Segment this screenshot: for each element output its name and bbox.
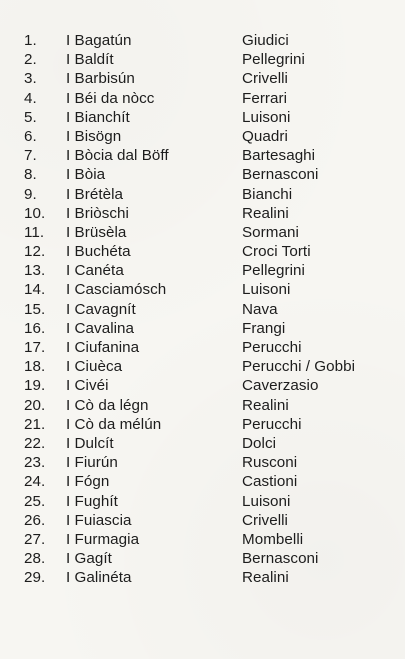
list-item xyxy=(24,357,384,376)
nickname: I Bòcia dal Böff xyxy=(66,147,169,165)
list-item xyxy=(24,204,384,223)
item-number: 6. xyxy=(24,127,37,145)
family-name: Castioni xyxy=(242,473,298,491)
list-item xyxy=(24,319,384,338)
item-number: 12. xyxy=(24,243,46,261)
family-name: Bianchi xyxy=(242,185,293,203)
family-name: Giudici xyxy=(242,32,289,49)
nickname: I Fógn xyxy=(66,473,110,491)
list-item xyxy=(24,50,384,69)
family-name: Luisoni xyxy=(242,281,291,299)
nickname: I Fughít xyxy=(66,492,118,510)
list-item xyxy=(24,549,384,568)
nickname-family-list xyxy=(24,31,384,587)
list-item xyxy=(24,472,384,491)
family-name: Pellegrini xyxy=(242,262,305,280)
nickname: I Fuiascia xyxy=(66,511,132,529)
item-number: 26. xyxy=(24,511,46,529)
nickname: I Brüsèla xyxy=(66,223,127,241)
list-item xyxy=(24,376,384,395)
item-number: 1. xyxy=(24,32,37,49)
family-name: Sormani xyxy=(242,223,299,241)
list-item xyxy=(24,300,384,319)
nickname: I Cavalina xyxy=(66,319,135,337)
list-item xyxy=(24,127,384,146)
item-number: 23. xyxy=(24,454,46,472)
list-item xyxy=(24,492,384,511)
list-item xyxy=(24,511,384,530)
nickname: I Béi da nòcc xyxy=(66,89,155,107)
nickname: I Civéi xyxy=(66,377,109,395)
family-name: Perucchi xyxy=(242,415,302,433)
item-number: 2. xyxy=(24,51,37,69)
nickname: I Ciufanina xyxy=(66,339,140,356)
list-item xyxy=(24,69,384,88)
nickname: I Galinéta xyxy=(66,569,132,587)
item-number: 15. xyxy=(24,300,46,318)
family-name: Luisoni xyxy=(242,108,291,126)
item-number: 29. xyxy=(24,569,46,587)
family-name: Perucchi xyxy=(242,339,302,356)
family-name: Realini xyxy=(242,569,289,587)
family-name: Bernasconi xyxy=(242,166,319,184)
nickname: I Fiurún xyxy=(66,454,118,472)
nickname: I Canéta xyxy=(66,262,124,280)
item-number: 21. xyxy=(24,415,46,433)
nickname: I Bisögn xyxy=(66,127,122,145)
nickname: I Brétèla xyxy=(66,185,124,203)
list-item xyxy=(24,396,384,415)
list-item xyxy=(24,530,384,549)
list-item xyxy=(24,242,384,261)
item-number: 5. xyxy=(24,108,37,126)
item-number: 17. xyxy=(24,339,46,356)
family-name: Bartesaghi xyxy=(242,147,316,165)
item-number: 22. xyxy=(24,434,46,452)
item-number: 11. xyxy=(24,223,45,241)
item-number: 25. xyxy=(24,492,46,510)
item-number: 13. xyxy=(24,262,46,280)
nickname: I Cò da légn xyxy=(66,396,149,414)
nickname: I Ciuèca xyxy=(66,358,123,376)
item-number: 4. xyxy=(24,89,37,107)
item-number: 9. xyxy=(24,185,37,203)
nickname: I Dulcít xyxy=(66,434,114,452)
item-number: 8. xyxy=(24,166,37,184)
item-number: 18. xyxy=(24,358,46,376)
item-number: 27. xyxy=(24,530,46,548)
item-number: 16. xyxy=(24,319,46,337)
nickname: I Buchéta xyxy=(66,243,131,261)
family-name: Luisoni xyxy=(242,492,291,510)
item-number: 20. xyxy=(24,396,46,414)
family-name: Mombelli xyxy=(242,530,304,548)
list-item xyxy=(24,31,384,50)
list-item xyxy=(24,165,384,184)
family-name: Nava xyxy=(242,300,278,318)
family-name: Quadri xyxy=(242,127,288,145)
list-item xyxy=(24,185,384,204)
nickname: I Briòschi xyxy=(66,204,129,222)
family-name: Realini xyxy=(242,396,289,414)
nickname: I Furmagia xyxy=(66,530,140,548)
nickname: I Baldít xyxy=(66,51,114,69)
family-name: Rusconi xyxy=(242,454,298,472)
family-name: Realini xyxy=(242,204,289,222)
item-number: 14. xyxy=(24,281,46,299)
item-number: 10. xyxy=(24,204,46,222)
item-number: 28. xyxy=(24,550,46,568)
item-number: 19. xyxy=(24,377,46,395)
family-name: Crivelli xyxy=(242,70,288,88)
list-item xyxy=(24,146,384,165)
family-name: Ferrari xyxy=(242,89,288,107)
family-name: Pellegrini xyxy=(242,51,305,69)
list-item xyxy=(24,568,384,587)
nickname: I Bianchít xyxy=(66,108,130,126)
item-number: 24. xyxy=(24,473,46,491)
item-number: 7. xyxy=(24,147,37,165)
list-item xyxy=(24,434,384,453)
nickname: I Bagatún xyxy=(66,32,132,49)
family-name: Crivelli xyxy=(242,511,288,529)
nickname: I Casciamósch xyxy=(66,281,167,299)
family-name: Frangi xyxy=(242,319,286,337)
list-item xyxy=(24,280,384,299)
nickname: I Bòia xyxy=(66,166,106,184)
family-name: Caverzasio xyxy=(242,377,319,395)
nickname: I Gagít xyxy=(66,550,112,568)
family-name: Dolci xyxy=(242,434,277,452)
list-item xyxy=(24,415,384,434)
family-name: Croci Torti xyxy=(242,243,311,261)
nickname: I Cavagnít xyxy=(66,300,136,318)
item-number: 3. xyxy=(24,70,37,88)
list-item xyxy=(24,338,384,357)
list-item xyxy=(24,89,384,108)
nickname: I Barbisún xyxy=(66,70,135,88)
family-name: Perucchi / Gobbi xyxy=(242,358,356,376)
list-item xyxy=(24,261,384,280)
family-name: Bernasconi xyxy=(242,550,319,568)
list-item xyxy=(24,223,384,242)
list-item xyxy=(24,453,384,472)
nickname: I Cò da mélún xyxy=(66,415,162,433)
list-item xyxy=(24,108,384,127)
